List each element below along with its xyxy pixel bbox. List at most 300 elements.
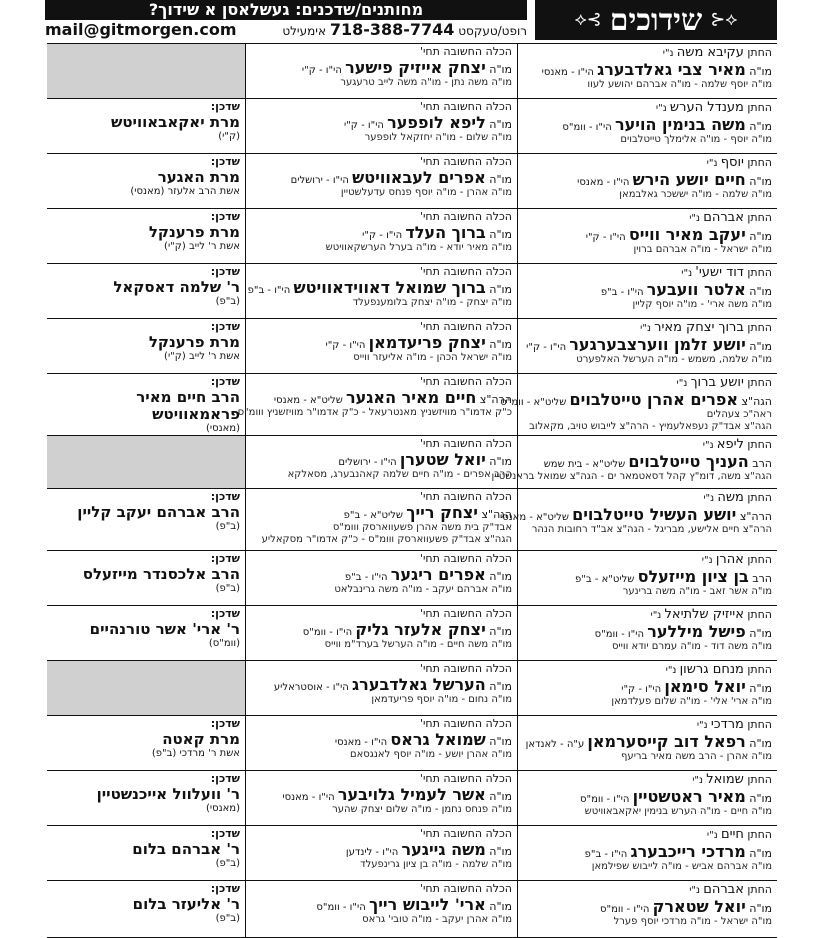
shadchan-label: שדכן: [210,552,240,565]
groom-label: החתן [743,266,772,279]
groom-father-suffix: הי"ו - וומ"ס [594,628,648,640]
shadchan-label: שדכן: [210,100,240,113]
shadchan-note: (ב"פ) [215,912,240,924]
bride-father-name: חיים מאיר האגער [345,387,477,407]
bride-label: הכלה החשובה תחי' [419,552,512,565]
bride-father-prefix: מו"ה [485,899,512,913]
shadchan-cell [47,661,245,715]
groom-suffix: נ"י [706,158,721,169]
bride-grandparents: מו"ה שלום - מו"ה יחזקאל לופפער [364,132,512,144]
groom-father-line [523,568,772,586]
groom-line [523,718,772,733]
groom-father-name: חיים יושע הירש [632,169,746,189]
bride-father-suffix: הי"ו - מאנסי [334,736,391,748]
title-banner [535,0,777,40]
shadchan-note: (ב"פ) [215,857,240,869]
bride-cell [245,771,517,825]
bride-father-line [251,451,512,469]
bride-label: הכלה החשובה תחי' [419,882,512,895]
groom-father-suffix: הי"ו - וומ"ס [562,121,615,133]
groom-cell [500,374,777,435]
table-row [47,318,777,373]
groom-father-prefix: מו"ה [745,119,772,133]
shadchan-name: ר' אליעזר בלום [132,894,240,913]
bride-grandparents: הרב אפרים - מו"ה חיים שלמה קאהנבערג, מסאלקא [287,469,512,481]
groom-line [523,101,772,116]
shadchan-note: (ק"י) [218,130,240,142]
groom-father-line [523,226,772,244]
groom-father-line [499,504,772,524]
groom-grandparents: מו"ה ישראל - מו"ה מרדכי יוסף פערל [613,916,772,928]
bride-father-suffix: הי"ו - ק"י [325,339,369,351]
groom-line [523,46,772,61]
bride-grandparents: מו"ה נחום - מו"ה יוסף פריעדמאן [371,694,512,706]
table-row [47,605,777,660]
bride-father-suffix: הי"ו - וומ"ס [316,901,369,913]
groom-father-name: מאיר ראטשטיין [632,786,746,806]
contact-box [45,0,527,40]
groom-father-prefix: מו"ה [745,339,772,353]
shadchan-note: (וומ"ס) [208,637,240,649]
groom-cell [499,489,777,550]
groom-grandparents: הרה"צ חיים אלישע, מבריגל - הגה"צ אב"ד רחובות הנהר [531,524,772,536]
bride-father-name: יואל שטערן [399,449,486,469]
groom-line [523,773,772,788]
bride-father-suffix: שליט"א - ב"פ [343,509,407,521]
groom-father-suffix: הי"ו - וומ"ס [580,793,633,805]
contact-prefix: רופט/טעקסט [458,24,527,38]
ornament-icon: ⟡⊰ [710,9,738,30]
groom-father-prefix: מו"ה [745,626,772,640]
bride-father-prefix: מו"ה [485,624,512,638]
bride-grandparents: מו"ה ישראל הכהן - מו"ה אליעזר ווייס [353,352,512,364]
bride-cell [237,374,517,435]
table-row [47,43,777,98]
groom-cell [517,99,777,153]
groom-first-name: עקיבא משה [676,45,744,60]
bride-father-suffix: הי"ו - ב"פ [344,571,391,583]
shadchan-label: שדכן: [210,607,240,620]
groom-father-prefix: הרב [748,456,772,470]
groom-suffix: נ"י [703,493,718,504]
shadchan-cell [47,264,245,318]
bride-father-line [251,169,512,187]
groom-suffix: נ"י [640,323,655,334]
bride-father-suffix: הי"ו - לינדען [345,846,402,858]
shadchan-cell [47,716,245,770]
shadchan-cell [47,551,245,605]
bride-grandparents: מו"ה יצחק - מו"ה יצחק בלומענפעלד [352,297,512,309]
bride-father-prefix: מו"ה [485,172,512,186]
shadchan-name: מרת קאטה [162,729,240,748]
contact-details [45,20,527,40]
shadchan-name: מרת יאקאבאוויטש [110,112,240,131]
bride-father-prefix: מו"ה [485,569,512,583]
shadchan-label: שדכן: [210,772,240,785]
bride-grandparents: מו"ה משה נתן - מו"ה משה לייב טרעגער [340,77,512,89]
bride-cell [245,436,517,488]
groom-cell [517,319,777,373]
bride-father-line [251,504,512,522]
groom-grandparents: מו"ה ארי' אלי' - מו"ה שלום פעלדמאן [611,696,772,708]
groom-father-line [523,623,772,641]
bride-father-prefix: מו"ה [485,62,512,76]
groom-cell [517,154,777,208]
shadchan-name: הרב אלכסנדר מייזעלס [82,564,240,583]
bride-father-name: אפרים לעבאוויטש [352,167,486,187]
bride-father-prefix: מו"ה [485,789,512,803]
groom-cell [517,881,777,937]
bride-cell [245,154,517,208]
groom-father-suffix: הי"ו - וומ"ס [600,903,653,915]
bride-father-name: יצחק אייזיק פישער [345,57,486,77]
shadchan-label: שדכן: [210,155,240,168]
table-row [47,435,777,488]
bride-father-prefix: מו"ה [485,117,512,131]
groom-line [523,491,772,506]
shadchan-label: שדכן: [210,882,240,895]
groom-grandparents: מו"ה חיים - מו"ה הערש בנימין יאקאבאוויטש [584,806,772,818]
bride-father-line [251,59,512,77]
bride-label: הכלה החשובה תחי' [419,490,512,503]
groom-grandparents: מו"ה משה ארי' - מו"ה יוסף קליין [632,299,772,311]
shadchan-note: (ב"פ) [215,520,240,532]
groom-label: החתן [743,491,772,504]
shadchan-note: (ב"פ) [215,295,240,307]
bride-father-prefix: מו"ה [485,282,512,296]
phone-number[interactable]: 718-388-7744 [329,20,455,39]
groom-father-name: העניך טייטלבוים [628,451,749,471]
groom-father-line [523,453,772,471]
groom-father-line [523,733,772,751]
bride-grandparents: מו"ה שלמה - מו"ה בן ציון גרינפעלד [360,859,512,871]
bride-label: הכלה החשובה תחי' [419,772,512,785]
groom-suffix: נ"י [662,48,677,59]
groom-suffix: נ"י [692,775,707,786]
bride-father-line [247,277,512,297]
groom-father-prefix: מו"ה [745,681,772,695]
bride-father-name: הערשל גאלדבערג [352,674,486,694]
table-row [47,550,777,605]
shadchan-note: אשת ר' לייב (ק"י) [164,240,240,252]
groom-father-line [523,116,772,134]
bride-father-prefix: הגה"צ [478,507,512,521]
groom-father-suffix: הי"ו - ק"י [621,683,665,695]
bride-father-name: שמואל גראס [390,729,486,749]
bride-father-line [251,841,512,859]
groom-suffix: נ"י [702,440,717,451]
groom-line [523,883,772,898]
groom-first-name: שמואל [706,772,744,787]
groom-father-suffix: הי"ו - ב"פ [584,848,631,860]
groom-father-line [523,336,772,354]
groom-father-prefix: מו"ה [745,64,772,78]
bride-grandparents: מו"ה פנחס נחמן - מו"ה שלום יצחק שהער [332,804,512,816]
groom-father-name: מאיר צבי גאלדבערג [597,59,746,79]
groom-cell [517,209,777,263]
bride-father-line [251,786,512,804]
groom-first-name: אייזיק שלתיאל [664,607,744,622]
groom-father-prefix: הרה"צ [736,509,772,523]
shadchan-name: הרב אברהם יעקב קליין [77,502,240,521]
bride-grandparents: כ"ק אדמו"ר מוויזשניץ מאנטרעאל - כ"ק אדמו"ר מוויזשניץ ווומ"ס [237,407,512,419]
bride-father-suffix: הי"ו - ירושלים [338,456,400,468]
bride-father-line [251,731,512,749]
groom-father-line [523,788,772,806]
groom-line [523,828,772,843]
shadchan-name: מרת פרענקל [148,332,240,351]
bride-label: הכלה החשובה תחי' [419,717,512,730]
email-address[interactable]: mail@gitmorgen.com [45,20,237,39]
bride-cell [245,209,517,263]
shidduchim-table [47,43,777,938]
bride-father-suffix: הי"ו - ק"י [301,64,346,76]
bride-label: הכלה החשובה תחי' [419,210,512,223]
shadchan-note: אשת ר' מרדכי (ב"פ) [151,747,240,759]
shadchan-cell [47,826,245,880]
bride-father-line [251,224,512,242]
groom-line [523,266,772,281]
bride-father-suffix: הי"ו - אוסטראליע [273,681,353,693]
bride-label: הכלה החשובה תחי' [419,320,512,333]
bride-label: הכלה החשובה תחי' [419,662,512,675]
groom-label: החתן [743,608,772,621]
groom-father-name: מרדכי רייכבערג [630,841,746,861]
bride-grandparents: אבד"ק בית משה אהרן פשעווארסק ווומ"ס [332,522,512,534]
groom-father-line [523,281,772,299]
shadchan-cell [47,374,245,435]
groom-suffix: נ"י [681,268,696,279]
bride-cell [245,826,517,880]
bride-father-line [251,114,512,132]
groom-first-name: אברהם [703,882,744,897]
bride-father-suffix: שליט"א - מאנסי [273,394,346,406]
groom-first-name: מענדל הערש [669,100,744,115]
bride-father-name: יצחק רייך [406,502,478,522]
table-row [47,98,777,153]
groom-cell [517,771,777,825]
bride-father-suffix: הי"ו - ב"פ [247,284,294,296]
groom-father-name: משה בנימין הויער [614,114,746,134]
groom-father-name: יושע העשיל טייטלבוים [572,504,737,524]
bride-label: הכלה החשובה תחי' [419,375,512,388]
groom-grandparents: מו"ה משה דוד - מו"ה עמרם יודא ווייס [611,641,772,653]
bride-father-line [251,389,512,407]
groom-suffix: נ"י [665,665,680,676]
shadchan-note: (ב"פ) [215,582,240,594]
bride-cell [245,44,517,98]
groom-cell [517,661,777,715]
page-title: שידוכים [609,2,703,38]
groom-grandparents: מו"ה אהרן - הרב משה מאיר בריעף [621,751,772,763]
shadchan-label: שדכן: [210,827,240,840]
bride-cell [245,661,517,715]
groom-father-suffix: שליט"א - ב"פ [575,573,638,585]
groom-suffix: נ"י [650,610,665,621]
bride-father-suffix: הי"ו - ירושלים [290,174,353,186]
bride-father-prefix: מו"ה [485,227,512,241]
bride-father-suffix: הי"ו - וומ"ס [302,626,356,638]
bride-label: הכלה החשובה תחי' [419,100,512,113]
groom-label: החתן [743,321,772,334]
shadchan-cell [47,771,245,825]
table-row [47,715,777,770]
bride-father-line [251,896,512,914]
bride-cell [245,264,517,318]
groom-first-name: ברוך יצחק מאיר [654,320,744,335]
groom-grandparents: מו"ה ישראל - מו"ה אברהם ברוין [633,244,772,256]
groom-father-prefix: מו"ה [745,901,772,915]
bride-grandparents: מו"ה אהרן יעקב - מו"ה טובי' גראס [362,914,512,926]
header [47,0,777,40]
groom-father-name: יעקב מאיר ווייס [628,224,746,244]
bride-label: הכלה החשובה תחי' [419,437,512,450]
groom-father-prefix: הגה"צ [738,394,772,408]
shadchan-note: (מאנסי) [205,802,240,814]
groom-father-suffix: הי"ו - ק"י [526,341,570,353]
groom-father-line [523,678,772,696]
groom-line [523,211,772,226]
groom-grandparents: ראה"כ צעהלים [706,409,772,421]
bride-label: הכלה החשובה תחי' [419,45,512,58]
shadchan-label: שדכן: [210,717,240,730]
shadchan-name: ר' וועלוול אייכנשטיין [96,784,240,803]
bride-grandparents: מו"ה אברהם יעקב - מו"ה משה גרינבלאט [334,584,512,596]
bride-cell [245,551,517,605]
bride-cell [245,606,517,660]
groom-grandparents: מו"ה יוסף - מו"ה אלימלך טייטלבוים [620,134,772,146]
bride-father-prefix: מו"ה [485,337,512,351]
groom-suffix: נ"י [706,830,721,841]
shadchan-cell [47,44,245,98]
shadchan-cell [47,209,245,263]
groom-grandparents: הגה"צ משה, דומ"ץ קהל דסאטמאר ים - הגה"צ שמואל בראנשטיין [491,471,772,483]
email-label: אימעילט [282,24,326,38]
groom-father-suffix: הי"ו - ק"י [585,231,629,243]
groom-grandparents: מו"ה שלמה - מו"ה יששכר גאלבמאן [619,189,772,201]
bride-father-prefix: מו"ה [485,844,512,858]
groom-label: החתן [743,773,772,786]
groom-cell [517,826,777,880]
groom-cell [517,551,777,605]
shadchan-cell [47,154,245,208]
groom-first-name: מנחם גרשון [679,662,744,677]
bride-father-name: אשר לעמיל גלויבער [337,784,486,804]
groom-father-suffix: הי"ו - מאנסי [577,176,633,188]
bride-father-prefix: מו"ה [485,734,512,748]
bride-father-name: ארי' לייבוש רייך [368,894,486,914]
groom-cell [517,264,777,318]
groom-first-name: מרדכי [710,717,744,732]
groom-father-prefix: מו"ה [745,736,772,750]
bride-label: הכלה החשובה תחי' [419,827,512,840]
bride-father-suffix: הי"ו - ק"י [362,229,406,241]
shadchan-note: (מאנסי) [205,423,240,435]
groom-grandparents: מו"ה יוסף שלמה - מו"ה אברהם יהושע לעוו [587,79,772,91]
groom-father-prefix: מו"ה [745,846,772,860]
shadchan-name: ר' שלמה דאסקאל [113,277,240,296]
groom-line [523,156,772,171]
groom-father-line [523,61,772,79]
groom-first-name: יושע ברוך [690,375,744,390]
groom-first-name: יוסף [720,155,744,170]
bride-grandparents: מו"ה מאיר יודא - מו"ה בערל הערשקאוויטש [325,242,512,254]
table-row [47,153,777,208]
groom-label: החתן [743,553,772,566]
shadchan-name: הרב חיים מאיר [136,387,240,406]
groom-line [523,553,772,568]
shadchan-cell [47,319,245,373]
bride-father-suffix: הי"ו - ק"י [343,119,388,131]
groom-father-name: יושע זלמן ווערצבערגער [569,334,746,354]
bride-label: הכלה החשובה תחי' [419,265,512,278]
bride-cell [245,881,517,937]
table-row [47,373,777,435]
table-row [47,208,777,263]
groom-cell [517,44,777,98]
shadchan-cell [47,606,245,660]
table-row [47,263,777,318]
shadchan-label: שדכן: [210,320,240,333]
bride-father-name: ליפא לופפער [387,112,486,132]
shadchan-label: שדכן: [210,375,240,388]
groom-label: החתן [743,663,772,676]
groom-grandparents: מו"ה שלמה, משמש - מו"ה הערשל האלפערט [576,354,772,366]
groom-label: החתן [743,376,772,389]
bride-grandparents: מו"ה משה חיים - מו"ה הערשל בערד"מ ווייס [324,639,512,651]
groom-label: החתן [743,438,772,451]
shadchan-name: פראמאוויטש [152,404,240,423]
shadchan-name: ר' ארי' אשר טורנהיים [89,619,240,638]
table-row [47,770,777,825]
shadchan-name: מרת פרענקל [148,222,240,241]
groom-line [523,663,772,678]
groom-father-prefix: הרב [748,571,772,585]
groom-father-line [523,898,772,916]
shadchan-label: שדכן: [210,265,240,278]
groom-suffix: נ"י [676,378,691,389]
shadchan-cell [47,436,245,488]
groom-father-prefix: מו"ה [745,284,772,298]
ornament-icon: ⊱⟡ [574,9,602,30]
bride-father-prefix: מו"ה [485,679,512,693]
table-row [47,488,777,550]
groom-suffix: נ"י [655,103,670,114]
bride-cell [245,716,517,770]
groom-father-line [523,843,772,861]
groom-father-suffix: הי"ו - מאנסי [541,66,598,78]
groom-first-name: חיים [720,827,744,842]
groom-father-line [500,389,772,409]
groom-line [523,376,772,391]
bride-father-prefix: מו"ה [485,454,512,468]
shadchan-name: מרת האגער [157,167,240,186]
groom-first-name: דוד ישעי' [695,265,744,280]
groom-label: החתן [743,828,772,841]
groom-father-suffix: שליט"א - בית שמש [543,458,629,470]
bride-cell [245,319,517,373]
shadchan-label: שדכן: [210,490,240,503]
bride-father-line [251,566,512,584]
bride-father-name: אפרים ריגער [390,564,486,584]
groom-line [523,608,772,623]
groom-father-name: יואל סימאן [664,676,746,696]
bride-father-line [251,676,512,694]
bride-father-name: ברוך שמואל דאווידאוויטש [293,277,486,297]
bride-label: הכלה החשובה תחי' [419,155,512,168]
groom-grandparents: הגה"צ אבד"ק נעפאלעמיץ - הרה"צ לייבוש טויב, מקאלוב [529,420,772,432]
shadchan-note: אשת הרב אלעזר (מאנסי) [130,185,240,197]
